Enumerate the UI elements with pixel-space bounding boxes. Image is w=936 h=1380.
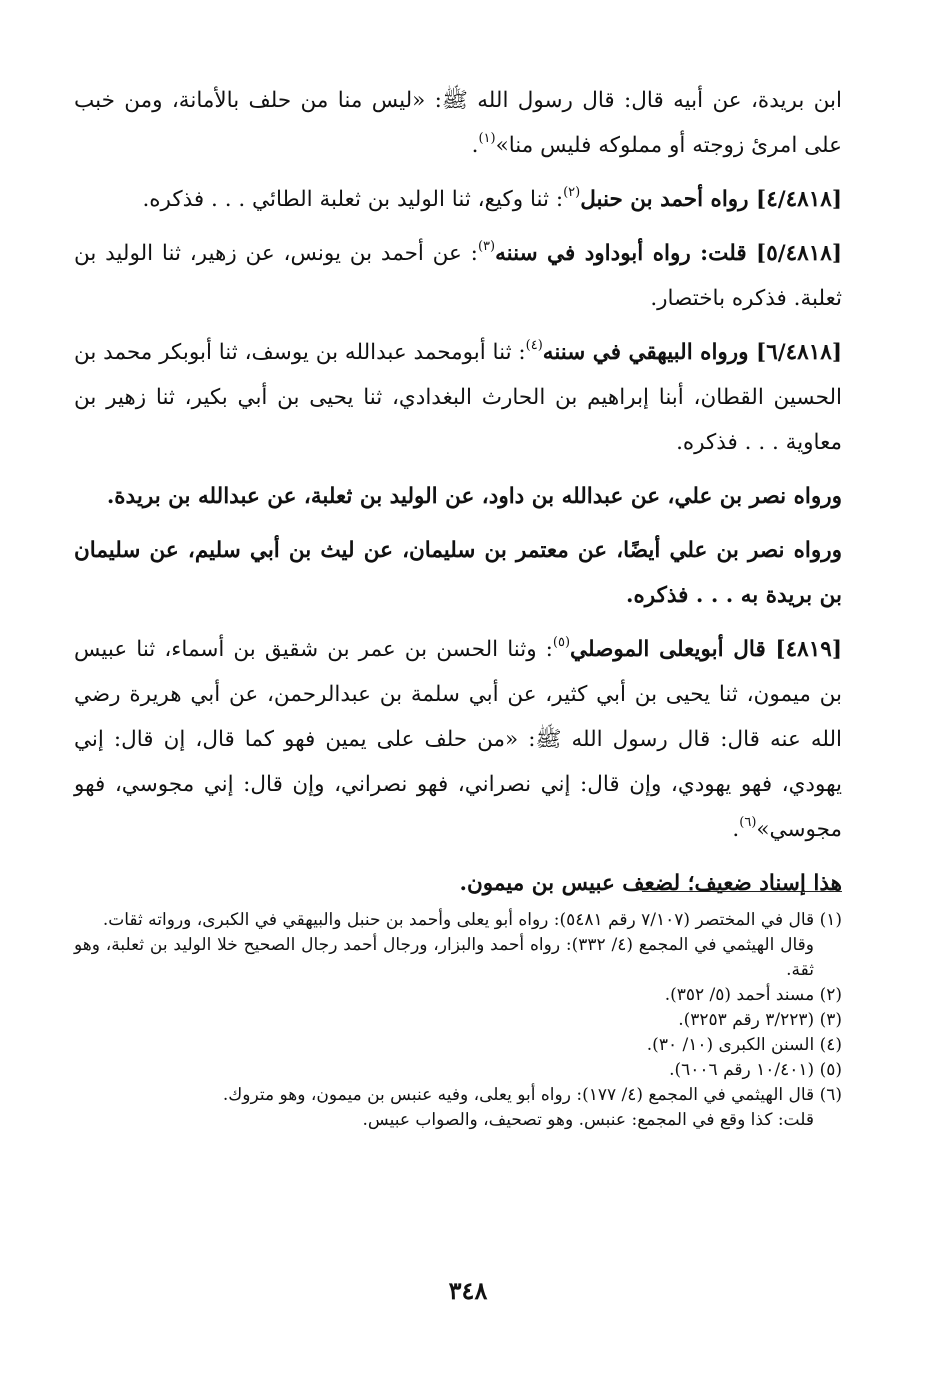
paragraph-text: : وثنا الحسن بن عمر بن شقيق بن أسماء، ثنا عبيس بن ميمون، ثنا يحيى بن أبي كثير، عن أبي سلمة بن عبدالرحمن، عن أبي هريرة رضي الله عنه قال: قال رسول الله ﷺ: «من حلف على يمين فهو كما قال، إن قال: إني يهودي، فهو يهودي، وإن قال: إني نصراني، فهو نصراني، وإن قال: إني مجوسي، فهو مجوسي» [74, 637, 842, 842]
paragraph-3 [74, 231, 842, 321]
footnote: (١) قال في المختصر (٧/١٠٧ رقم ٥٤٨١): رواه أبو يعلى وأحمد بن حنبل والبيهقي في الكبرى، ورواته ثقات. [102, 910, 842, 930]
paragraph-end: . [732, 817, 740, 842]
paragraph-7 [74, 627, 842, 852]
paragraph-4 [74, 330, 842, 465]
footnote-ref: (٣) [477, 239, 496, 254]
paragraph-text: : عن أحمد بن يونس، عن زهير، ثنا الوليد بن ثعلبة. فذكره باختصار. [74, 241, 842, 311]
footnote: (٢) مسند أحمد (٥/ ٣٥٢). [664, 985, 842, 1005]
paragraph-text: : ثنا أبومحمد عبدالله بن يوسف، ثنا أبوبكر محمد بن الحسين القطان، أبنا إبراهيم بن الحارث البغدادي، ثنا يحيى بن أبي بكير، ثنا زهير بن معاوية . . . فذكره. [74, 340, 842, 455]
paragraph-6: ورواه نصر بن علي أيضًا، عن معتمر بن سليمان، عن ليث بن أبي سليم، عن سليمان بن بريدة به . . . فذكره. [74, 538, 842, 608]
main-text [74, 78, 842, 915]
paragraph-2 [74, 177, 842, 222]
hadith-ref-heading: [٦/٤٨١٨] ورواه البيهقي في سننه [542, 340, 843, 365]
footnote-ref: (٢) [563, 185, 581, 200]
footnote: (٥) (١٠/٤٠١ رقم ٦٠٠٦). [669, 1060, 842, 1080]
footnotes [74, 908, 842, 1133]
footnote: (٦) قال الهيثمي في المجمع (٤/ ١٧٧): رواه أبو يعلى، وفيه عنبس بن ميمون، وهو متروك. [222, 1085, 842, 1105]
footnote-continuation: وقال الهيثمي في المجمع (٤/ ٣٣٢): رواه أحمد والبزار، ورجال أحمد رجال الصحيح خلا الوليد بن ثعلبة، وهو ثقة. [74, 935, 814, 980]
hadith-ref-heading: [٥/٤٨١٨] قلت: رواه أبوداود في سننه [495, 241, 843, 266]
footnote-continuation: قلت: كذا وقع في المجمع: عنبس. وهو تصحيف، والصواب عبيس. [362, 1110, 814, 1130]
paragraph-text: : ثنا وكيع، ثنا الوليد بن ثعلبة الطائي . . . فذكره. [142, 187, 564, 212]
paragraph-text: ابن بريدة، عن أبيه قال: قال رسول الله ﷺ: «ليس منا من حلف بالأمانة، ومن خبب على امرئ زوجته أو مملوكه فليس منا» [74, 88, 842, 158]
paragraph-5: ورواه نصر بن علي، عن عبدالله بن داود، عن الوليد بن ثعلبة، عن عبدالله بن بريدة. [106, 484, 842, 509]
page-number: ٣٤٨ [448, 1276, 488, 1305]
footnote-ref: (٥) [552, 635, 571, 650]
hadith-ref-heading: [٤/٤٨١٨] رواه أحمد بن حنبل [580, 187, 842, 212]
footnote: (٤) السنن الكبرى (١٠/ ٣٠). [646, 1035, 842, 1055]
paragraph-1 [74, 78, 842, 168]
footnote-ref: (٦) [739, 815, 757, 830]
footnote-ref: (٤) [525, 338, 543, 353]
paragraph-8: هذا إسناد ضعيف؛ لضعف عبيس بن ميمون. [459, 871, 842, 896]
hadith-ref-heading: [٤٨١٩] قال أبويعلى الموصلي [570, 637, 842, 662]
footnote-ref: (١) [478, 131, 496, 146]
footnote-divider [642, 891, 842, 892]
paragraph-end: . [471, 133, 479, 158]
footnote: (٣) (٣/٢٢٣ رقم ٣٢٥٣). [678, 1010, 842, 1030]
